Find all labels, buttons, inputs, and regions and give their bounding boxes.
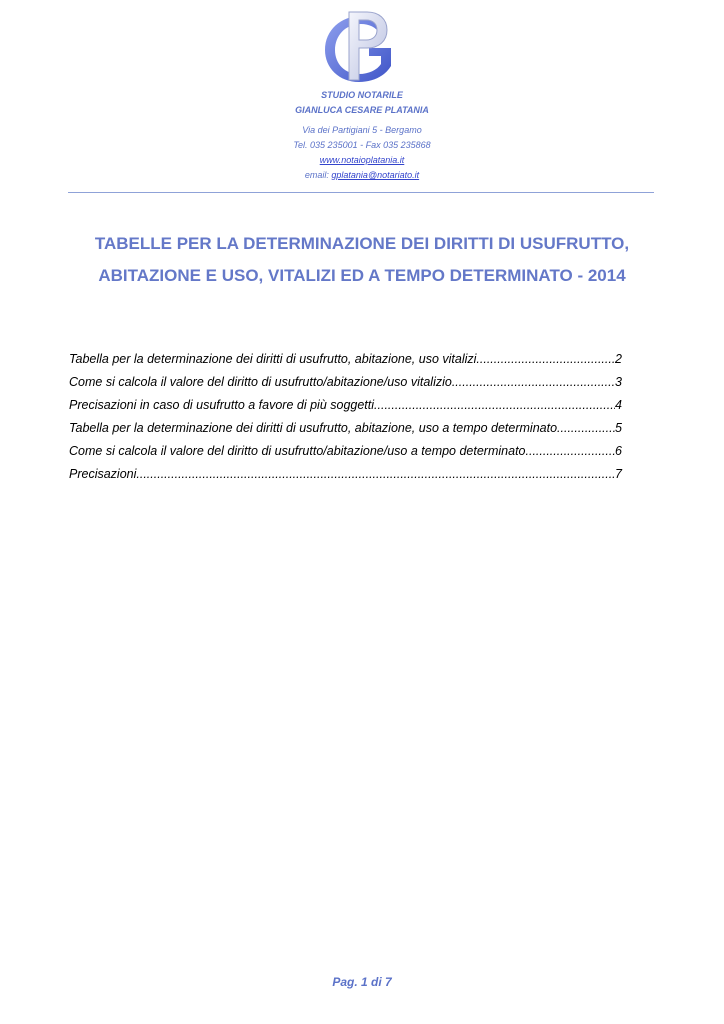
studio-header — [0, 88, 724, 183]
toc-entry-page: 3 — [615, 375, 622, 389]
toc-entry[interactable] — [69, 348, 622, 371]
toc-leader-dots — [476, 348, 615, 371]
toc-entry[interactable] — [69, 394, 622, 417]
toc-entry-text: Tabella per la determinazione dei diritti di usufrutto, abitazione, uso a tempo determinato — [69, 421, 558, 435]
studio-phone: Tel. 035 235001 - Fax 035 235868 — [293, 140, 431, 150]
table-of-contents — [69, 348, 622, 486]
toc-entry-page: 4 — [615, 398, 622, 412]
page-number: Pag. 1 di 7 — [332, 975, 392, 989]
studio-address: Via dei Partigiani 5 - Bergamo — [302, 125, 422, 135]
toc-leader-dots — [557, 417, 615, 440]
title-line-2: ABITAZIONE E USO, VITALIZI ED A TEMPO DETERMINATO - 2014 — [98, 266, 626, 285]
toc-entry-page: 2 — [615, 352, 622, 366]
toc-leader-dots — [136, 463, 615, 486]
toc-leader-dots — [374, 394, 615, 417]
toc-leader-dots — [526, 440, 616, 463]
toc-entry[interactable] — [69, 440, 622, 463]
website-link[interactable]: www.notaioplatania.it — [319, 155, 405, 165]
title-line-1: TABELLE PER LA DETERMINAZIONE DEI DIRITTI DI USUFRUTTO, — [94, 234, 630, 253]
email-link[interactable]: gplatania@notariato.it — [331, 170, 420, 180]
toc-entry-text: Precisazioni in caso di usufrutto a favore di più soggetti — [69, 398, 375, 412]
toc-entry[interactable] — [69, 371, 622, 394]
toc-entry-text: Come si calcola il valore del diritto di usufrutto/abitazione/uso vitalizio — [69, 375, 452, 389]
toc-entry-page: 7 — [615, 467, 622, 481]
studio-logo — [313, 8, 411, 86]
notary-name: GIANLUCA CESARE PLATANIA — [295, 105, 429, 115]
toc-entry-text: Tabella per la determinazione dei diritti di usufrutto, abitazione, uso vitalizi — [69, 352, 477, 366]
email-label: email: — [304, 170, 332, 180]
toc-entry[interactable] — [69, 463, 622, 486]
toc-leader-dots — [452, 371, 615, 394]
studio-title: STUDIO NOTARILE — [321, 90, 403, 100]
toc-entry-page: 5 — [615, 421, 622, 435]
header-divider — [68, 192, 654, 193]
toc-entry-page: 6 — [615, 444, 622, 458]
toc-entry[interactable] — [69, 417, 622, 440]
document-title — [60, 228, 664, 292]
toc-entry-text: Come si calcola il valore del diritto di usufrutto/abitazione/uso a tempo determinato — [69, 444, 526, 458]
toc-entry-text: Precisazioni — [69, 467, 137, 481]
